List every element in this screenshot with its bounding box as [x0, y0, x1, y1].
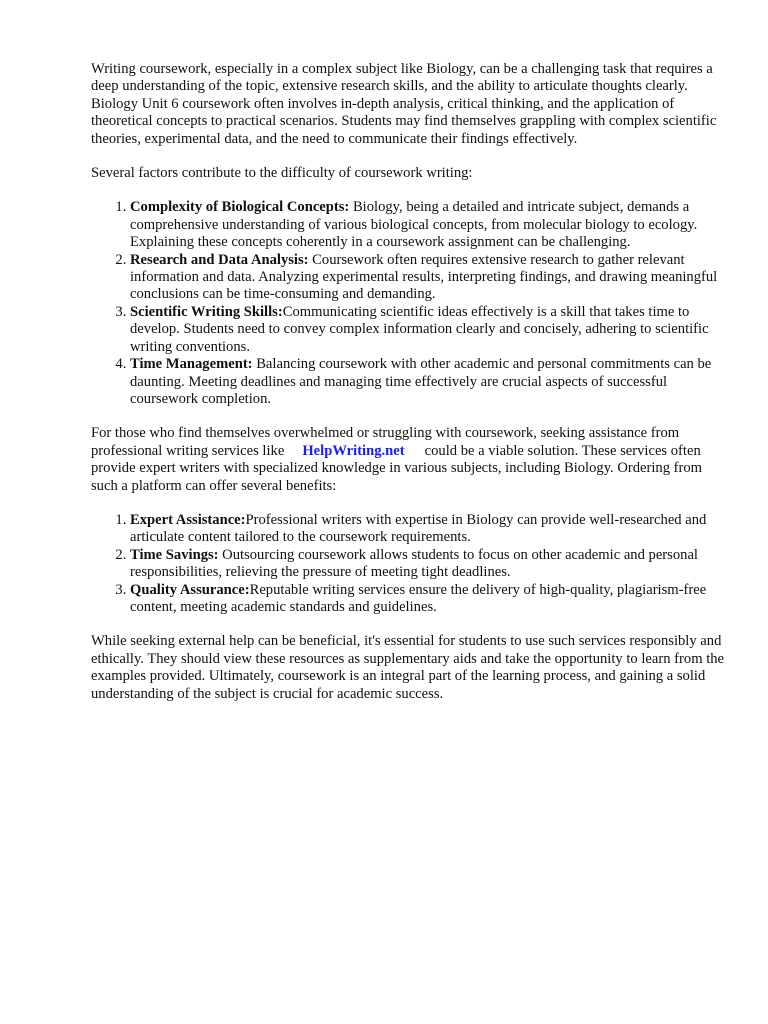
benefit-term: Time Savings:: [130, 546, 219, 563]
factor-item: [130, 356, 725, 408]
benefit-item: [130, 512, 725, 547]
factor-term: Research and Data Analysis:: [130, 251, 309, 268]
benefits-list: [91, 512, 725, 616]
benefit-term: Expert Assistance:: [130, 511, 246, 528]
assistance-text-before: For those who find themselves overwhelmed or struggling with coursework, seeking assistance from professional writing services like: [91, 425, 680, 459]
benefit-term: Quality Assurance:: [130, 581, 250, 598]
factor-text: Coursework often requires extensive research to gather relevant information and data. Analyzing experimental results, interpreting findings, and drawing meaningful conclusions can be time-consuming and demanding.: [130, 251, 718, 303]
factor-item: [130, 304, 725, 356]
factor-term: Time Management:: [130, 356, 253, 373]
factors-lead-paragraph: Several factors contribute to the difficulty of coursework writing:: [91, 165, 473, 182]
conclusion-paragraph: While seeking external help can be beneficial, it's essential for students to use such services responsibly and ethically. They should view these resources as supplementary aids and take the opportunity to learn from the examples provided. Ultimately, coursework is an integral part of the learning process, and gaining a solid understanding of the subject is crucial for academic success.: [91, 633, 725, 702]
factors-list: [91, 199, 725, 408]
factor-item: [130, 199, 725, 251]
factor-text: Balancing coursework with other academic and personal commitments can be daunting. Meeting deadlines and managing time effectively are crucial aspects of successful coursework completion.: [130, 356, 712, 407]
assistance-text-after: could be a viable solution. These services often provide expert writers with specialized knowledge in various subjects, including Biology. Ordering from such a platform can offer several benefits:: [91, 442, 703, 494]
benefit-text: Reputable writing services ensure the delivery of high-quality, plagiarism-free content, meeting academic standards and guidelines.: [130, 581, 707, 615]
benefit-item: [130, 547, 725, 582]
benefit-text: Outsourcing coursework allows students to focus on other academic and personal responsibilities, relieving the pressure of meeting tight deadlines.: [130, 546, 698, 581]
factor-text: Biology, being a detailed and intricate subject, demands a comprehensive understanding of various biological concepts, from molecular biology to ecology. Explaining these concepts coherently in a coursework assignment can be challenging.: [130, 199, 698, 251]
factor-term: Complexity of Biological Concepts:: [130, 199, 350, 216]
factor-term: Scientific Writing Skills:: [130, 303, 283, 320]
factor-text: Communicating scientific ideas effectively is a skill that takes time to develop. Students need to convey complex information clearly and concisely, adhering to scientific writing conventions.: [130, 303, 709, 355]
benefit-item: [130, 582, 725, 617]
assistance-paragraph: [91, 425, 725, 495]
helpwriting-link[interactable]: HelpWriting.net: [302, 442, 405, 459]
factor-item: [130, 252, 725, 304]
intro-paragraph: Writing coursework, especially in a complex subject like Biology, can be a challenging task that requires a deep understanding of the topic, extensive research skills, and the ability to articulate thoughts clearly. Biology Unit 6 coursework often involves in-depth analysis, critical thinking, and the application of theoretical concepts to practical scenarios. Students may find themselves grappling with complex scientific theories, experimental data, and the need to communicate their findings effectively.: [91, 61, 717, 147]
document-body: [91, 61, 725, 720]
benefit-text: Professional writers with expertise in Biology can provide well-researched and articulate content tailored to the coursework requirements.: [130, 511, 707, 546]
